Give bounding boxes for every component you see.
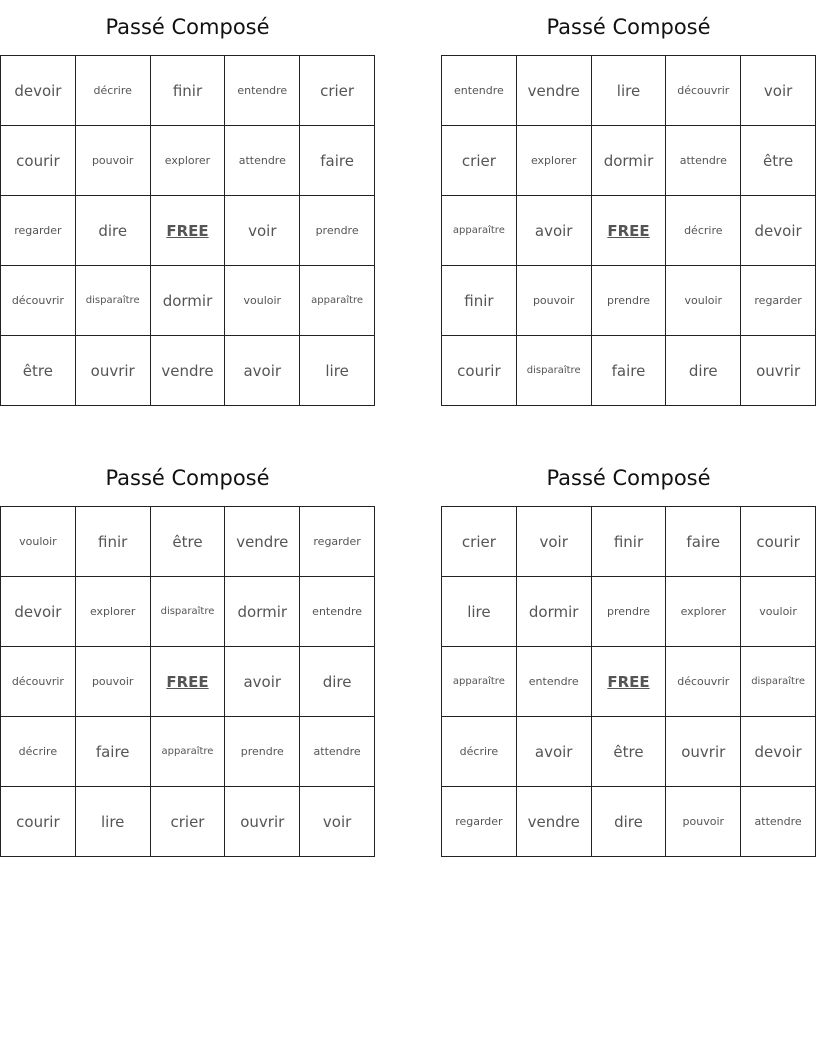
- bingo-cell: pouvoir: [666, 787, 741, 857]
- bingo-cell: regarder: [300, 507, 375, 577]
- bingo-cell: devoir: [1, 577, 76, 647]
- bingo-cell: apparaître: [442, 196, 517, 266]
- bingo-cell: voir: [517, 507, 592, 577]
- bingo-cell: découvrir: [1, 266, 76, 336]
- bingo-cell: lire: [300, 336, 375, 406]
- bingo-card-2: [441, 0, 816, 406]
- bingo-cell: dire: [592, 787, 667, 857]
- bingo-cell: courir: [741, 507, 816, 577]
- bingo-cell: vouloir: [225, 266, 300, 336]
- bingo-cell: avoir: [517, 717, 592, 787]
- bingo-cell: découvrir: [666, 56, 741, 126]
- bingo-cell: décrire: [76, 56, 151, 126]
- bingo-cell: dire: [666, 336, 741, 406]
- bingo-cell: vouloir: [1, 507, 76, 577]
- bingo-cell: lire: [592, 56, 667, 126]
- bingo-cell: avoir: [225, 647, 300, 717]
- bingo-cell: avoir: [225, 336, 300, 406]
- bingo-cell: attendre: [741, 787, 816, 857]
- bingo-cell: apparaître: [300, 266, 375, 336]
- bingo-cell: pouvoir: [517, 266, 592, 336]
- bingo-cell: voir: [225, 196, 300, 266]
- bingo-cell: devoir: [741, 717, 816, 787]
- bingo-cell: lire: [76, 787, 151, 857]
- bingo-cell: explorer: [666, 577, 741, 647]
- bingo-card-4: [441, 451, 816, 857]
- bingo-cell: dire: [76, 196, 151, 266]
- bingo-cell: faire: [76, 717, 151, 787]
- bingo-cell: regarder: [741, 266, 816, 336]
- bingo-cell: faire: [666, 507, 741, 577]
- bingo-cell: décrire: [442, 717, 517, 787]
- bingo-grid: [0, 55, 375, 406]
- bingo-cell: apparaître: [442, 647, 517, 717]
- bingo-cell: pouvoir: [76, 647, 151, 717]
- bingo-cell: faire: [592, 336, 667, 406]
- bingo-cell: être: [592, 717, 667, 787]
- bingo-cell: vendre: [517, 787, 592, 857]
- bingo-cell: dormir: [517, 577, 592, 647]
- bingo-card-1: [0, 0, 375, 406]
- bingo-cell: entendre: [517, 647, 592, 717]
- bingo-cell: décrire: [1, 717, 76, 787]
- bingo-cell: disparaître: [741, 647, 816, 717]
- bingo-cell: apparaître: [151, 717, 226, 787]
- bingo-cell: prendre: [592, 266, 667, 336]
- bingo-cell: vendre: [225, 507, 300, 577]
- bingo-cell: voir: [300, 787, 375, 857]
- bingo-cell: être: [151, 507, 226, 577]
- bingo-cell: pouvoir: [76, 126, 151, 196]
- bingo-grid: [0, 506, 375, 857]
- bingo-cell: vouloir: [741, 577, 816, 647]
- bingo-cell: entendre: [225, 56, 300, 126]
- bingo-cell: explorer: [517, 126, 592, 196]
- card-title: Passé Composé: [546, 15, 711, 39]
- bingo-cell: voir: [741, 56, 816, 126]
- bingo-cell: ouvrir: [741, 336, 816, 406]
- bingo-cell: explorer: [76, 577, 151, 647]
- bingo-cell: attendre: [666, 126, 741, 196]
- bingo-cell: prendre: [300, 196, 375, 266]
- card-title: Passé Composé: [546, 466, 711, 490]
- bingo-cell: finir: [592, 507, 667, 577]
- bingo-cell: lire: [442, 577, 517, 647]
- bingo-cell: finir: [442, 266, 517, 336]
- card-title: Passé Composé: [105, 466, 270, 490]
- bingo-cell: dormir: [592, 126, 667, 196]
- bingo-cell: dire: [300, 647, 375, 717]
- bingo-cell: vendre: [517, 56, 592, 126]
- free-space: FREE: [592, 647, 667, 717]
- bingo-cell: dormir: [225, 577, 300, 647]
- free-space: FREE: [151, 647, 226, 717]
- bingo-cell: courir: [442, 336, 517, 406]
- bingo-cell: vendre: [151, 336, 226, 406]
- bingo-cell: finir: [76, 507, 151, 577]
- bingo-cell: explorer: [151, 126, 226, 196]
- bingo-cell: courir: [1, 126, 76, 196]
- bingo-cell: regarder: [1, 196, 76, 266]
- bingo-cell: crier: [442, 126, 517, 196]
- bingo-cell: prendre: [592, 577, 667, 647]
- bingo-cell: découvrir: [1, 647, 76, 717]
- bingo-cell: crier: [442, 507, 517, 577]
- bingo-cell: crier: [151, 787, 226, 857]
- bingo-cell: être: [1, 336, 76, 406]
- bingo-cell: disparaître: [151, 577, 226, 647]
- bingo-cell: crier: [300, 56, 375, 126]
- bingo-cell: décrire: [666, 196, 741, 266]
- bingo-cell: finir: [151, 56, 226, 126]
- bingo-cell: attendre: [225, 126, 300, 196]
- bingo-cell: vouloir: [666, 266, 741, 336]
- bingo-cell: disparaître: [76, 266, 151, 336]
- card-title: Passé Composé: [105, 15, 270, 39]
- bingo-cell: disparaître: [517, 336, 592, 406]
- bingo-cell: prendre: [225, 717, 300, 787]
- bingo-cell: avoir: [517, 196, 592, 266]
- bingo-cell: ouvrir: [76, 336, 151, 406]
- bingo-cell: ouvrir: [225, 787, 300, 857]
- bingo-cell: dormir: [151, 266, 226, 336]
- bingo-cell: courir: [1, 787, 76, 857]
- bingo-grid: [441, 55, 816, 406]
- bingo-cell: découvrir: [666, 647, 741, 717]
- bingo-grid: [441, 506, 816, 857]
- bingo-cell: regarder: [442, 787, 517, 857]
- bingo-cell: être: [741, 126, 816, 196]
- bingo-cell: attendre: [300, 717, 375, 787]
- bingo-cell: faire: [300, 126, 375, 196]
- bingo-cell: devoir: [741, 196, 816, 266]
- bingo-cell: entendre: [300, 577, 375, 647]
- bingo-card-3: [0, 451, 375, 857]
- free-space: FREE: [592, 196, 667, 266]
- bingo-cell: ouvrir: [666, 717, 741, 787]
- free-space: FREE: [151, 196, 226, 266]
- bingo-cell: entendre: [442, 56, 517, 126]
- bingo-cell: devoir: [1, 56, 76, 126]
